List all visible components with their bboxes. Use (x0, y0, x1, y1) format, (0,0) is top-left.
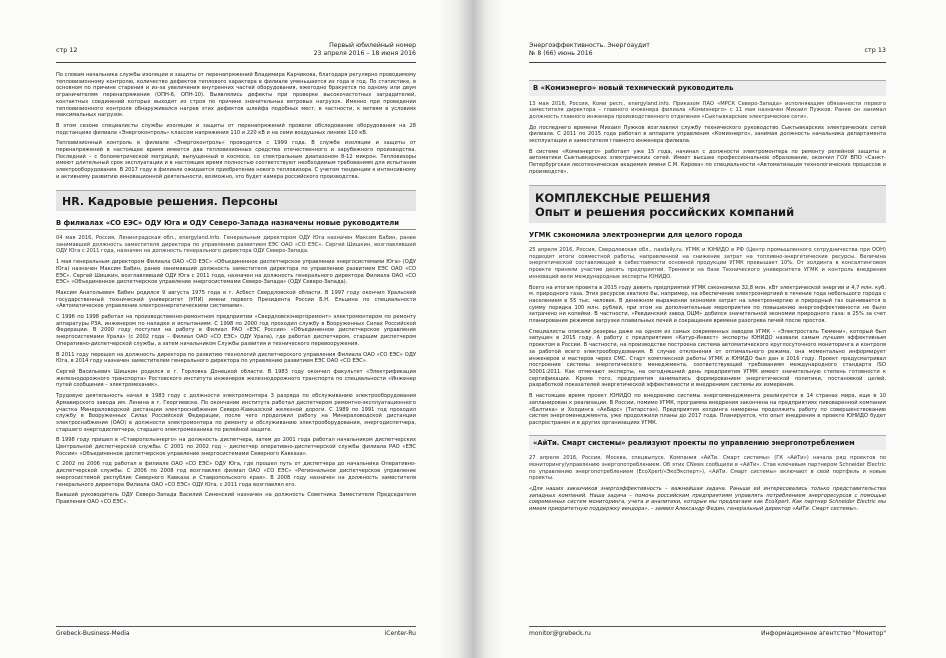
article-lead: 13 мая 2016, Россия, Коми респ., energyland.info. Приказом ПАО «МРСК Северо-Запада» исполняющим обязанности первого заместителя директора – главного инженера филиала «Комиэнерго» с 11 мая назначен Михаил Пужков. Ранее он занимал должность главного инженера производственного отделения «Сыктывкарские электрические сети». (529, 100, 886, 120)
paragraph: Бывший руководитель ОДУ Северо-Запада Василий Синенский назначен на должность Советника Заместителя Председателя Правления ОАО «СО ЕЭС». (56, 492, 416, 505)
section-meta (529, 42, 650, 58)
article-lead: 25 апреля 2016, Россия, Свердловская обл., nasdaily.ru. УГМК и ЮНИДО в РФ (Центр промышленного сотрудничества при ООН) подводят итоги совместной работы, направленной на снижение затрат на топливно-энергетические ресурсы. Величина энергетической составляющей в себестоимости основной продукции УГМК превышает 10%. От холдинга в консалтинговом проекте приняли участие десять предприятий. Тренинги на базе Технического университета УГМК и контроль внедрения инноваций вели международные эксперты ЮНИДО. (529, 247, 886, 280)
left-page-body (56, 72, 416, 510)
article-title: В «Комиэнерго» новый технический руководитель (529, 80, 886, 96)
footer-agency: Информационное агентство "Монитор" (760, 630, 886, 637)
paragraph: В 2011 году перешел на должность директора по развитию технологий диспетчерского управления Филиала ОАО «СО ЕЭС» ОДУ Юга, в 2014 году назначен заместителем генерального директора по управлению развитием ЕЭС ОАО «СО ЕЭС». (56, 351, 416, 365)
left-page-header (56, 42, 416, 66)
issue-label: № 8 (66) июнь 2016 (529, 50, 593, 57)
paragraph: До последнего времени Михаил Пужков возглавлял службу технического руководство Сыктывкарских электрических сетей филиала. С 2011 по 2015 года работал в аппарате управления «Комиэнерго», занимая должность начальника департамента эксплуатации и заместителя главного инженера филиала. (529, 124, 886, 145)
paragraph: В этом сезоне специалисты службы изоляции и защиты от перенапряжений провели обследование оборудования на 28 подстанциях филиала «Энергоконтроль» классом напряжения 110 и 220 кВ и на семи воздушных линиях 110 кВ. (56, 122, 416, 136)
paragraph: С 1996 по 1998 работал на производственно-ремонтном предприятии «Свердловскэнергоремонт» электромонтером по ремонту аппаратуры РЗА, инженером по наладке и испытаниям. С 1998 по 2000 год проходил службу в Вооруженных Силах Российской Федерации. В 2000 году поступил на работу в Филиал РАО «ЕЭС России» «Объединенное диспетчерское управление энергосистемами Урала» (с 2002 года – Филиал ОАО «СО ЕЭС» ОДУ Урала), где работал диспетчером, старшим диспетчером Оперативно-диспетчерской службы, а затем начальником Службы развития и технического перевооружения. (56, 314, 416, 347)
footer-publisher: Grebeck-Business-Media (56, 630, 130, 637)
header-rule (56, 62, 416, 63)
article-lead: 04 мая 2016, Россия, Ленинградская обл., energyland.info. Генеральным директором ОДУ Юга назначен Максим Бабин, ранее занимавший должность заместителя директора по управлению развитием ЕЭС ОАО «СО ЕЭС». Сергей Шишкин, возглавлявший ОДУ Юга с 2011 года, назначен на должность генерального директора ОДУ Северо-Запада. (56, 235, 416, 255)
left-page-footer (56, 626, 416, 640)
right-page-footer (529, 626, 886, 640)
issue-meta (314, 42, 416, 58)
right-page-body (529, 72, 886, 517)
paragraph: Максим Анатольевич Бабин родился 9 августа 1975 года в г. Асбест Свердловской области. В 1997 году окончил Уральский государственный технический университет (УПИ) имени первого Президента России Б.Н. Ельцина по специальности «Автоматическое управление электроэнергетическими системами». (56, 289, 416, 310)
gutter-shadow (439, 0, 473, 658)
section-subtitle-line: Опыт и решения российских компаний (535, 204, 795, 219)
quote-paragraph: «Для наших заказчиков энергоэффективность – важнейшая задача. Раньше ей интересовались только представительства западных компаний. Наша задача – помочь российским предприятиям управлять потреблением энергоресурсов с помощью современных систем мониторинга, учета и аналитики, которые мы предлагаем как EcoXpert. Как партнер Schneider Electric мы имеем приоритетную поддержку вендора», – заявил Александр Федин, генеральный директор «АйТи. Смарт системы». (529, 485, 886, 513)
footer-site: iCenter-Ru (384, 630, 416, 637)
paragraph: 1 мая генеральным директором Филиала ОАО «СО ЕЭС» «Объединенное диспетчерское управление энергосистемами Юга» (ОДУ Юга) назначен Максим Бабин, ранее занимавший должность заместителя директора по управлению развитием ЕЭС ОАО «СО ЕЭС». Сергей Шишкин, возглавлявший ОДУ Юга с 2011 года, назначен на должность генерального директора Филиала ОАО «СО ЕЭС» «Объединенное диспетчерское управление энергосистемами Северо-Запада» (ОДУ Северо-Запада). (56, 259, 416, 286)
paragraph: В 1998 году пришел в «Ставропольэнерго» на должность диспетчера, затем до 2001 года работал начальником диспетчерских Центральной диспетчерской службы. С 2001 по 2002 год – диспетчер оперативно-диспетчерской службы филиала РАО «ЕЭС России» «Объединенное диспетчерское управление энергосистемами Северного Кавказа». (56, 437, 416, 457)
solutions-section-title (529, 185, 886, 223)
paragraph: Всего на итогам проекта в 2015 году девять предприятий УГМК сэкономили 32,8 млн. кВт электрической энергии и 4,7 млн. куб. м. природного газа. Этих ресурсов хватило бы, например, на обеспечение электроэнергией в течение года небольшого города с населением в 55 тыс. человек. В денежном выражении экономия затрат на электроэнергию и природный газ оценивается в сумму порядка 100 млн. рублей, при этом на дополнительные мероприятия по повышению энергоэффективности не было затрачено ни копейки. В частности, «Ревдинский завод ОЦМ» добился значительной экономии природного газа: в 25% за счет планирования режимов загрузки плавильных печей и сокращения времени разогрева печей после простоя. (529, 284, 886, 325)
footer-email: monitor@grebeck.ru (529, 630, 591, 637)
issue-label: Первый юбилейный номер (329, 42, 416, 49)
paragraph: Трудовую деятельность начал в 1983 году с должности электромонтера 3 разряда по обслуживанию электрооборудования Армавирского завода им. Ленина в г. Георгиевске. По окончании института работал диспетчером ремонтно-эксплуатационного участка Минераловодской дистанции электроснабжения Северо-Кавказской железной дороги. С 1989 по 1991 год проходил службу в Вооруженных Силах Российской Федерации, после чего продолжил работу на Минераловодской дистанции электроснабжения (ОАО) в должности электромонтера по ремонту и обслуживанию электрооборудования, энергодиспетчера, старшего энергодиспетчера, старшего электромеханика по релейной защите. (56, 393, 416, 433)
page-number: стр 13 (864, 46, 886, 54)
paragraph: С 2002 по 2006 год работал в филиале ОАО «СО ЕЭС» ОДУ Юга, где прошел путь от диспетчера до начальника Оперативно-диспетчерской службы. С 2006 по 2008 год возглавлял филиал ОАО «СО ЕЭС» «Региональное диспетчерское управление энергосистемой республик Северного Кавказа и Ставропольского края». В 2008 году назначен на должность заместителя генерального директора Филиала ОАО «СО ЕЭС» ОДУ Юга, с 2011 года возглавлял его. (56, 461, 416, 488)
article-title: В филиалах «СО ЕЭС» ОДУ Юга и ОДУ Северо-Запада назначены новые руководители (56, 219, 416, 231)
paragraph: По словам начальника службы изоляции и защиты от перенапряжений Владимира Карчикова, благодаря регулярно проводимому тепловизионному контролю, количество дефектов теплового характера в филиале уменьшается из года в год. По статистике, в основном по причине старения и из-за увеличения внутренних частей оборудования, ежегодно бракуется по одному или двум ограничителям перенапряжения (ОПН-6, ОПН-10). Выявлялись дефекты при проверке высокочастотных заградителей, контактных соединений которых выходят из строя по причине значительных ветровых нагрузок. Именно при проведении тепловизионного контроля обнаруживался нагрев этих дефектов шлейфа подобных мест, в частности, к ветвям в условиях максимальных нагрузок. (56, 72, 416, 119)
paragraph: В настоящее время проект ЮНИДО по внедрению системы энергоменеджмента реализуется в 14 странах мира, еще в 10 запланирован к реализации. В России, помимо УГМК, программа внедрения закончена на предприятиях пивоваренной компании «Балтика» и Холдинга «АкБарс» (Татарстан). Предприятия холдинга намерены продолжить работу по совершенствованию систем энергоменеджмента, уже продолжили планы до 2017 года. Планируется, что опыт внедрения в проекте ЮНИДО будет распространен и в других организациях УГМК. (529, 393, 886, 426)
gutter-shadow (473, 0, 503, 658)
section-label: Энергоэффективность. Энергоаудит (529, 42, 650, 49)
paragraph: Специалисты описали резервы даже на одном из самых современных заводов УГМК – «Электросталь Тюмени», который был запущен в 2015 году. А работу с предприятием «Катур-Инвест» эксперты ЮНИДО назвали самым лучшим эффективным проектом в России. В частности, на производстве построена система автоматического круглосуточного мониторинга и контроля за работой всего электрооборудования. В случае отклонения от оптимального режима, она моментально информирует инженеров и мастеров через СМС. Старт комплексной работы УГМК и ЮНИДО был дан в 2016 году. Проект предусматривал построение системы энергетического менеджмента, соответствующей требованиям международного стандарта ISO 50001:2011. Как отмечают эксперты, на сегодняшний день предприятия УГМК имеют значительную степень готовности к сертификации. Кроме того, предприятия занимались формированием энергетической политики, постановкой целей, разработкой показателей энергетической эффективности и внедрением системы их измерения. (529, 328, 886, 389)
page-number: стр 12 (56, 46, 78, 54)
right-page (473, 0, 946, 658)
article-lead: 27 апреля 2016, Россия, Москва, спецвыпуск. Компания «АйТи. Смарт системы» (ГК «АйТи») начала ряд проектов по мониторингу/управлению энергопотреблением. Об этих CNews сообщили в «АйТи». Став ключевым партнером Schneider Electric по управлению энергопотреблением (EcoXpert/«ЭкоЭксперт»), «АйТи. Смарт системы» включают в свой портфель и новые проекты. (529, 455, 886, 482)
hr-section-title: HR. Кадровые решения. Персоны (56, 190, 416, 211)
paragraph: Сергей Васильевич Шишкин родился в г. Горловка Донецкой области. В 1983 году окончил факультет «Электрификация железнодорожного транспорта» Ростовского института инженеров железнодорожного транспорта по специальности «Инженер путей сообщения – электромеханик». (56, 369, 416, 389)
issue-dates: 23 апреля 2016 – 18 июня 2016 (313, 50, 416, 57)
section-title-line: КОМПЛЕКСНЫЕ РЕШЕНИЯ (535, 190, 711, 205)
article-title: «АйТи. Смарт системы» реализуют проекты по управлению энергопотреблением (529, 435, 886, 451)
paragraph: Тепловизионный контроль в филиале «Энергоконтроль» проводится с 1999 года. В службе изоляции и защиты от перенапряжений в настоящее время имеется два тепловизионных средства отечественного и зарубежного производства. Последний – с болометрической матрицей, выпущенный в космосе, со спектральным диапазоном 8-12 микрон. Тепловизоры имеют длительный срок эксплуатации и в настоящее время полностью соответствуют необходимым требованиям для испытания электрооборудования. В 2017 году в филиале ожидается приобретение нового тепловизора. С учетом тенденции к интенсивному и активному развитию инновационной деятельности, возможно, это будет камера российского производства. (56, 140, 416, 180)
article-title: УГМК сэкономила электроэнергии для целого города (529, 231, 886, 243)
header-rule (529, 62, 886, 63)
footer-rule (529, 626, 886, 627)
footer-rule (56, 626, 416, 627)
right-page-header (529, 42, 886, 66)
paragraph: В системе «Комиэнерго» работает уже 15 года, начинал с должности электромонтера по ремонту релейной защиты и автоматики Сыктывкарских электрических сетей. Имеет высшее профессиональное образование, окончил ГОУ ВПО «Санкт-Петербургская лесотехническая академия имени С.М. Кирова» по специальности «Автоматизация технологических процессов и производств». (529, 148, 886, 175)
